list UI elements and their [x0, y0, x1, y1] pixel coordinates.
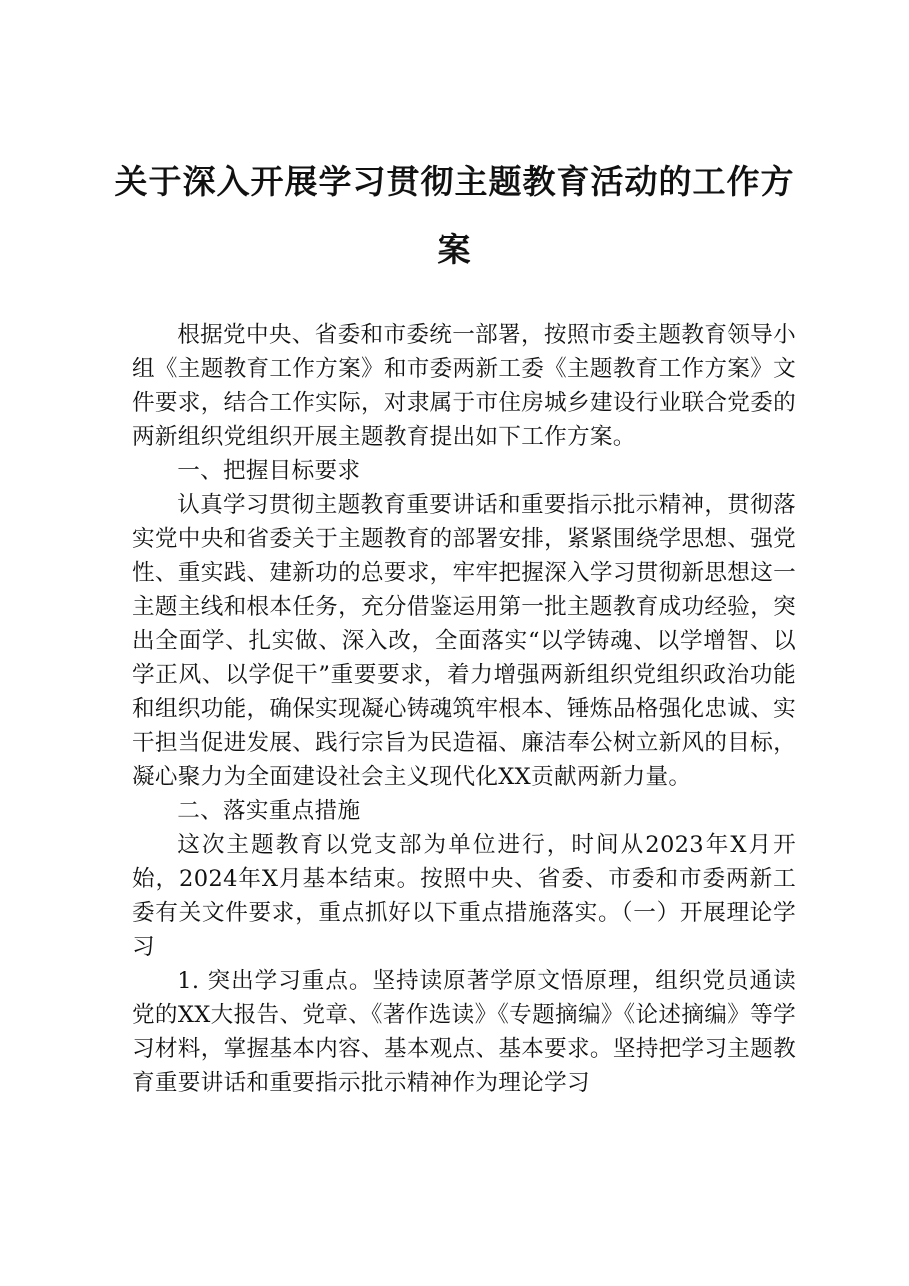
document-title-line-1: 关于深入开展学习贯彻主题教育活动的工作方	[114, 162, 795, 201]
measures-paragraph: 这次主题教育以党支部为单位进行，时间从2023年X月开始，2024年X月基本结束。按照中央、省委、市委和市委两新工委有关文件要求，重点抓好以下重点措施落实。（一）开展理论学习	[132, 832, 796, 960]
document-body	[132, 318, 796, 1100]
section-heading-2: 二、落实重点措施	[177, 798, 361, 824]
document-title-line-2: 案	[437, 230, 472, 269]
goals-paragraph: 认真学习贯彻主题教育重要讲话和重要指示批示精神，贯彻落实党中央和省委关于主题教育的部署安排，紧紧围绕学思想、强党性、重实践、建新功的总要求，牢牢把握深入学习贯彻新思想这一主题主线和根本任务，充分借鉴运用第一批主题教育成功经验，突出全面学、扎实做、深入改，全面落实“以学铸魂、以学增智、以学正风、以学促干”重要要求，着力增强两新组织党组织政治功能和组织功能，确保实现凝心铸魂筑牢根本、锤炼品格强化忠诚、实干担当促进发展、践行宗旨为民造福、廉洁奉公树立新风的目标，凝心聚力为全面建设社会主义现代化XX贡献两新力量。	[132, 492, 796, 790]
study-focus-paragraph: 1. 突出学习重点。坚持读原著学原文悟原理，组织党员通读党的XX大报告、党章、《著作选读》《专题摘编》《论述摘编》等学习材料，掌握基本内容、基本观点、基本要求。坚持把学习主题教育重要讲话和重要指示批示精神作为理论学习	[132, 968, 796, 1096]
section-heading-1: 一、把握目标要求	[177, 458, 361, 484]
intro-paragraph: 根据党中央、省委和市委统一部署，按照市委主题教育领导小组《主题教育工作方案》和市委两新工委《主题教育工作方案》文件要求，结合工作实际，对隶属于市住房城乡建设行业联合党委的两新组织党组织开展主题教育提出如下工作方案。	[132, 322, 796, 450]
